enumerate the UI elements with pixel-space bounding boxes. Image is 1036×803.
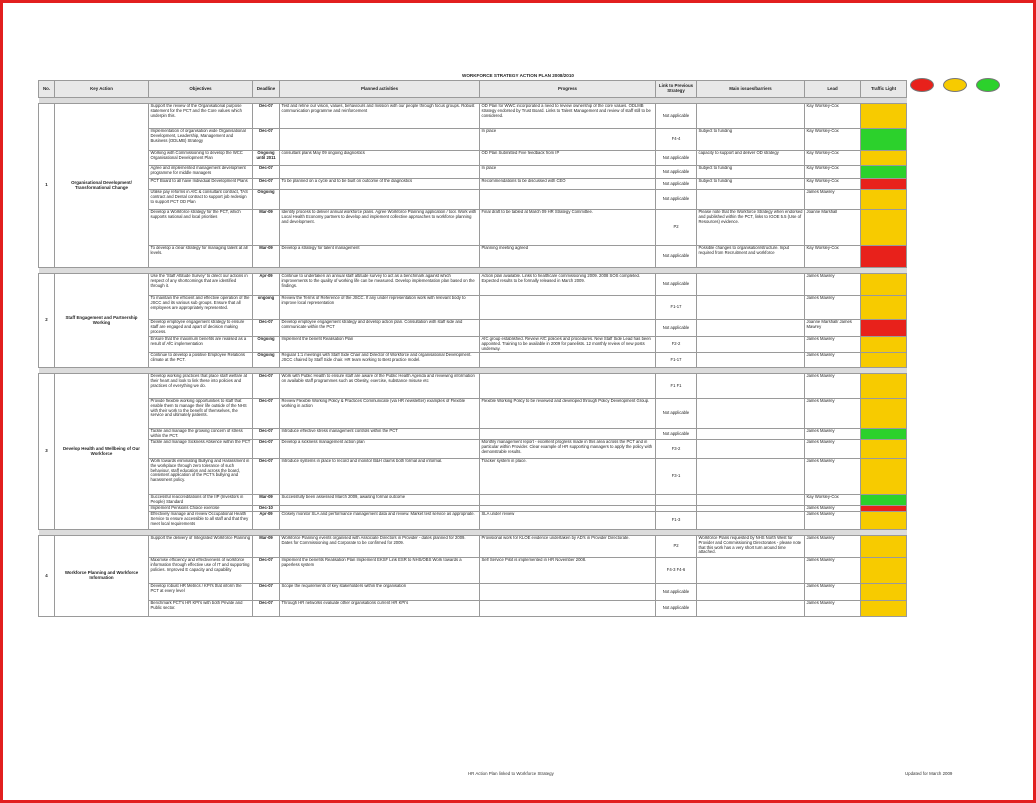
lead-cell: James Mawrey xyxy=(805,601,861,617)
link-strategy-cell: Not applicable xyxy=(656,246,697,268)
link-strategy-cell: Not applicable xyxy=(656,179,697,190)
lead-cell: James Mawrey xyxy=(805,506,861,512)
link-strategy-cell: P2 xyxy=(656,536,697,558)
header-traffic-light: Traffic Light xyxy=(861,81,907,98)
link-strategy-cell: P2 xyxy=(656,210,697,246)
objective-cell: Provide flexible working opportunities to staff that enable them to manage their life outside of the NHS with their work to the benefit of themselves, the service and ultimately patients. xyxy=(149,399,253,429)
table-row xyxy=(39,512,907,530)
issues-cell: Subject to funding xyxy=(697,129,805,151)
table-row xyxy=(39,129,907,151)
traffic-light-cell xyxy=(861,296,907,320)
deadline-cell: Dec-07 xyxy=(253,601,280,617)
progress-cell xyxy=(480,601,656,617)
table-row xyxy=(39,337,907,353)
objective-cell: Benchmark PCT's HR KPI's with both Private and Public sector. xyxy=(149,601,253,617)
planned-activities-cell: Develop a sickness management action plan xyxy=(280,440,480,459)
section-key-action: Staff Engagement and Partnership Working xyxy=(55,274,149,368)
table-row xyxy=(39,104,907,129)
lead-cell: Kay Worsley-Cox xyxy=(805,166,861,179)
lead-cell: James Mawrey xyxy=(805,536,861,558)
deadline-cell: Dec-07 xyxy=(253,440,280,459)
planned-activities-cell: Test and refine our vision, values, behaviours and mission with our people through focus groups. Robust communication programme and reinforcement xyxy=(280,104,480,129)
planned-activities-cell: Review the Terms of Reference of the JSCC. If any under representation work with relevant body to improve local representation xyxy=(280,296,480,320)
objective-cell: Implement Pensions Choice exercise xyxy=(149,506,253,512)
link-strategy-cell: Not applicable xyxy=(656,166,697,179)
link-strategy-cell: Not applicable xyxy=(656,320,697,337)
lead-cell: Kay Worsley-Cox xyxy=(805,151,861,166)
progress-cell: SLA under review xyxy=(480,512,656,530)
header-objectives: Objectives xyxy=(149,81,253,98)
traffic-light-cell xyxy=(861,179,907,190)
issues-cell xyxy=(697,320,805,337)
objective-cell: Support the delivery of Integrated Workforce Planning xyxy=(149,536,253,558)
lead-cell: James Mawrey xyxy=(805,429,861,440)
objective-cell: Support the review of the Organisational purpose statement for the PCT and the Core values which underpin this. xyxy=(149,104,253,129)
traffic-light-cell xyxy=(861,190,907,210)
traffic-light-cell xyxy=(861,374,907,399)
planned-activities-cell: Implement the benefit Realisation Plan xyxy=(280,337,480,353)
header-deadline: Deadline xyxy=(253,81,280,98)
progress-cell: In place xyxy=(480,166,656,179)
table-row xyxy=(39,558,907,584)
planned-activities-cell: Implement the benefits Realisation Plan Implement EKSF Link ESR to NHS/OBS Work towards a paperless system xyxy=(280,558,480,584)
action-plan-table xyxy=(38,80,907,617)
traffic-light-cell xyxy=(861,429,907,440)
progress-cell: Provisional work for KLOE evidence undertaken by AD's in Provider Directorate. xyxy=(480,536,656,558)
header-link: Link to Previous Strategy xyxy=(656,81,697,98)
progress-cell: AfC group established. Review AfC policies and procedures. New Staff Side Lead has been appointed. Training to be available in 2009 for panelists. 12 monthly review of new posts underway. xyxy=(480,337,656,353)
document-title: WORKFORCE STRATEGY ACTION PLAN 2008/2010 xyxy=(462,73,574,78)
progress-cell xyxy=(480,429,656,440)
table-row xyxy=(39,320,907,337)
progress-cell: Final draft to be tabled at March 09 HR Strategy Committee. xyxy=(480,210,656,246)
header-row xyxy=(39,81,907,98)
traffic-light-cell xyxy=(861,246,907,268)
deadline-cell: Mar-09 xyxy=(253,536,280,558)
issues-cell xyxy=(697,353,805,368)
progress-cell xyxy=(480,495,656,506)
deadline-cell: Dec-07 xyxy=(253,584,280,601)
traffic-light-cell xyxy=(861,104,907,129)
planned-activities-cell: Closely monitor SLA and performance management data and review. Market test service as appropriate. xyxy=(280,512,480,530)
objective-cell: Develop robust HR Metrics / KPI's that inform the PCT at every level xyxy=(149,584,253,601)
lead-cell: James Mawrey xyxy=(805,374,861,399)
link-strategy-cell: F4-3 F4-6 xyxy=(656,558,697,584)
lead-cell: James Mawrey xyxy=(805,399,861,429)
link-strategy-cell: Not applicable xyxy=(656,584,697,601)
objective-cell: To maintain the efficient and effective operation of the JSCC and its various sub groups. Ensure that all employees are appropriately represented. xyxy=(149,296,253,320)
lead-cell: Kay Worsley-Cox xyxy=(805,179,861,190)
deadline-cell: Dec-07 xyxy=(253,104,280,129)
deadline-cell: Ongoing xyxy=(253,190,280,210)
traffic-light-cell xyxy=(861,558,907,584)
link-strategy-cell: F3-2 xyxy=(656,440,697,459)
objective-cell: Ensure that the maximum benefits are realised as a result of AfC implementation xyxy=(149,337,253,353)
section-key-action: Develop Health and Wellbeing of Our Workforce xyxy=(55,374,149,530)
objective-cell: Continue to develop a positive Employee Relations climate at the PCT. xyxy=(149,353,253,368)
progress-cell: Monthly management report - excellent progress made in this area across the PCT and in particular within Provider. Clear example of HR supporting managers to apply the policy with demonstrable results. xyxy=(480,440,656,459)
table-row xyxy=(39,429,907,440)
progress-cell: Recommendations to be discussed with CEO xyxy=(480,179,656,190)
progress-cell xyxy=(480,320,656,337)
objective-cell: Tackle and manage Sickness Absence within the PCT xyxy=(149,440,253,459)
objective-cell: Tackle and manage the growing concern of stress within the PCT. xyxy=(149,429,253,440)
table-row xyxy=(39,536,907,558)
table-row xyxy=(39,179,907,190)
traffic-light-cell xyxy=(861,495,907,506)
table-row xyxy=(39,166,907,179)
deadline-cell: Dec-07 xyxy=(253,374,280,399)
objective-cell: Develop employee engagement strategy to ensure staff are engaged and apart of decision making process. xyxy=(149,320,253,337)
issues-cell: Possible changes to organisation/structure. Input required from Recruitment and workforce xyxy=(697,246,805,268)
objective-cell: Develop a Workforce strategy for the PCT, which supports national and local priorities xyxy=(149,210,253,246)
lead-cell: James Mawrey xyxy=(805,440,861,459)
header-key-action: Key Action xyxy=(55,81,149,98)
progress-cell xyxy=(480,353,656,368)
deadline-cell: Dec-07 xyxy=(253,429,280,440)
objective-cell: To develop a clear strategy for managing talent at all levels. xyxy=(149,246,253,268)
deadline-cell: Dec-07 xyxy=(253,166,280,179)
section-number: 2 xyxy=(39,274,55,368)
issues-cell: Subject to funding xyxy=(697,166,805,179)
issues-cell xyxy=(697,495,805,506)
deadline-cell: Mar-09 xyxy=(253,246,280,268)
deadline-cell: Dec-07 xyxy=(253,399,280,429)
objective-cell: Use the 'Staff Attitude Survey' to direct our actions in respect of any shortcomings that are identified through it. xyxy=(149,274,253,296)
traffic-light-cell xyxy=(861,601,907,617)
lead-cell: Kay Worsley-Cox xyxy=(805,246,861,268)
link-strategy-cell: Not applicable xyxy=(656,274,697,296)
progress-cell xyxy=(480,190,656,210)
link-strategy-cell: F4-4 xyxy=(656,129,697,151)
planned-activities-cell: Workforce Planning events organised with Associate Directors in Provider - dates planned for 2009. Dates for Commissioning and Corporate to be confirmed for 2009. xyxy=(280,536,480,558)
issues-cell xyxy=(697,374,805,399)
traffic-light-cell xyxy=(861,584,907,601)
link-strategy-cell: F3-1 xyxy=(656,459,697,495)
header-planned: Planned activities xyxy=(280,81,480,98)
issues-cell xyxy=(697,190,805,210)
traffic-light-cell xyxy=(861,440,907,459)
table-row xyxy=(39,495,907,506)
progress-cell: Tracker system in place. xyxy=(480,459,656,495)
lead-cell: James Mawrey xyxy=(805,459,861,495)
traffic-light-cell xyxy=(861,337,907,353)
deadline-cell: Ongoing xyxy=(253,353,280,368)
planned-activities-cell: Review Flexible Working Policy & Practices Communicate (via HR newsletter) examples of Flexible working in action xyxy=(280,399,480,429)
deadline-cell: Dec-07 xyxy=(253,129,280,151)
table-row xyxy=(39,210,907,246)
objective-cell: Work towards eliminating Bullying and Harassment in the workplace through zero tolerance of such behaviour, staff education and across the board, consistent application of the PCT's bullying and harassment policy. xyxy=(149,459,253,495)
link-strategy-cell xyxy=(656,495,697,506)
planned-activities-cell: Through HR networks evaluate other organisations current HR KPI's xyxy=(280,601,480,617)
issues-cell: Subject to funding xyxy=(697,179,805,190)
deadline-cell: Dec-07 xyxy=(253,179,280,190)
table-row xyxy=(39,601,907,617)
header-progress: Progress xyxy=(480,81,656,98)
section-key-action: Workforce Planning and Workforce Information xyxy=(55,536,149,617)
planned-activities-cell xyxy=(280,166,480,179)
lead-cell: James Mawrey xyxy=(805,190,861,210)
deadline-cell: Mar-09 xyxy=(253,210,280,246)
planned-activities-cell: Identify process to deliver annual workforce plans. Agree Workforce Planning application / tool. Work with Local Health Economy partners to develop and implement collective approaches to workforce planning and development. xyxy=(280,210,480,246)
table-row xyxy=(39,399,907,429)
progress-cell: Planning meeting agreed xyxy=(480,246,656,268)
progress-cell: Flexible Working Policy to be reviewed and developed through Policy Development Group. xyxy=(480,399,656,429)
objective-cell: Effectively manage and review Occupational Health Service to ensure accessible to all staff and that they meet local requirements xyxy=(149,512,253,530)
planned-activities-cell: Successfully been assessed March 2009, awaiting formal outcome xyxy=(280,495,480,506)
planned-activities-cell xyxy=(280,190,480,210)
lead-cell: James Mawrey xyxy=(805,584,861,601)
issues-cell xyxy=(697,440,805,459)
issues-cell xyxy=(697,459,805,495)
progress-cell: Self Service Pilot is implemented in HR November 2008. xyxy=(480,558,656,584)
issues-cell xyxy=(697,512,805,530)
link-strategy-cell: F1 F1 xyxy=(656,374,697,399)
issues-cell xyxy=(697,584,805,601)
issues-cell xyxy=(697,337,805,353)
traffic-light-cell xyxy=(861,166,907,179)
progress-cell: In place xyxy=(480,129,656,151)
planned-activities-cell: consultant plans May 09 ongoing diagnostics xyxy=(280,151,480,166)
footer-right: Updated for March 2009 xyxy=(905,771,953,776)
traffic-light-cell xyxy=(861,129,907,151)
link-strategy-cell: Not applicable xyxy=(656,399,697,429)
issues-cell xyxy=(697,296,805,320)
traffic-light-cell xyxy=(861,320,907,337)
lead-cell: Kay Worsley-Cox xyxy=(805,129,861,151)
objective-cell: Utilise pay reforms in AfC & consultant contract, TAS contract and Dental contract to support job redesign to support PCT OD Plan xyxy=(149,190,253,210)
objective-cell: Agree and implemented management development programme for middle managers xyxy=(149,166,253,179)
footer-center: HR Action Plan linked to Workforce Strategy xyxy=(468,771,554,776)
table-row xyxy=(39,584,907,601)
lead-cell: James Mawrey xyxy=(805,353,861,368)
issues-cell: Please note that the Workforce Strategy when endorsed and published within the PCT, links to IGOE 5.5 (Use of Resources) evidence. xyxy=(697,210,805,246)
deadline-cell: Ongoing until 2011 xyxy=(253,151,280,166)
progress-cell xyxy=(480,296,656,320)
lead-cell: James Mawrey xyxy=(805,296,861,320)
deadline-cell: ongoing xyxy=(253,296,280,320)
objective-cell: Develop working practices that place staff welfare at their heart and look to link these into policies and practices of everything we do. xyxy=(149,374,253,399)
issues-cell xyxy=(697,558,805,584)
deadline-cell: Dec-10 xyxy=(253,506,280,512)
deadline-cell: Apr-09 xyxy=(253,274,280,296)
table-row xyxy=(39,246,907,268)
table-row xyxy=(39,459,907,495)
deadline-cell: Ongoing xyxy=(253,337,280,353)
table-row xyxy=(39,274,907,296)
deadline-cell: Dec-07 xyxy=(253,558,280,584)
table-row xyxy=(39,151,907,166)
header-issues: Main issues/barriers xyxy=(697,81,805,98)
planned-activities-cell: Develop a strategy for talent management xyxy=(280,246,480,268)
planned-activities-cell: Scope the requirements of key stakeholders within the organisation xyxy=(280,584,480,601)
objective-cell: Successful reaccreditations of the IIP (Investors in People) Standard xyxy=(149,495,253,506)
issues-cell xyxy=(697,104,805,129)
planned-activities-cell: To be planned on a cycle and to be built on outcome of the diagnostics xyxy=(280,179,480,190)
progress-cell: OD Plan for WWC incorporated a need to review ownership of the core values. ODLMB strategy endorsed by Trust Board. Links to Talent Management and review of staff still to be considered. xyxy=(480,104,656,129)
document-sheet xyxy=(38,72,998,617)
issues-cell xyxy=(697,601,805,617)
objective-cell: Working with Commissioning to develop the WCC Organisational Development Plan xyxy=(149,151,253,166)
lead-cell: James Mawrey xyxy=(805,512,861,530)
lead-cell: James Mawrey xyxy=(805,337,861,353)
planned-activities-cell: Continue to undertaken an annual staff attitude survey to act as a benchmark against which improvements to the quality of working life can be measured. Develop implementation plan based on the findings. xyxy=(280,274,480,296)
progress-cell: Action plan available. Links to healthcare commissioning 2009. 2008 SOS completed. Expected results to be formally released in March 2009. xyxy=(480,274,656,296)
objective-cell: Maximise efficiency and effectiveness of workforce information through effective use of IT and supporting policies. Improved E capacity and capability xyxy=(149,558,253,584)
traffic-light-cell xyxy=(861,459,907,495)
table-row xyxy=(39,296,907,320)
link-strategy-cell: F1-17 xyxy=(656,296,697,320)
traffic-light-cell xyxy=(861,151,907,166)
lead-cell: Joanne Marshall xyxy=(805,210,861,246)
progress-cell xyxy=(480,584,656,601)
planned-activities-cell: Regular 1:1 meetings with Staff Side Chair and Director of Workforce and organisational Development. JSCC chaired by Staff Side chair. HR team working to Best practice model. xyxy=(280,353,480,368)
lead-cell: James Mawrey xyxy=(805,274,861,296)
header-lead: Lead xyxy=(805,81,861,98)
link-strategy-cell: F1-17 xyxy=(656,353,697,368)
objective-cell: PCT Board to all have Individual Development Plans xyxy=(149,179,253,190)
objective-cell: Implementation of organisation wide Organisational Development, Leadership, Management and Business (ODLMB) Strategy xyxy=(149,129,253,151)
planned-activities-cell xyxy=(280,129,480,151)
planned-activities-cell: Work with Public Health to ensure staff are aware of the Public Health Agenda and reviewing information on available staff programmes such as Obesity, exercise, substance misuse etc xyxy=(280,374,480,399)
traffic-light-cell xyxy=(861,512,907,530)
table-row xyxy=(39,374,907,399)
deadline-cell: Mar-09 xyxy=(253,495,280,506)
link-strategy-cell: F2-2 xyxy=(656,337,697,353)
table-row xyxy=(39,190,907,210)
lead-cell: Kay Worsley-Cox xyxy=(805,104,861,129)
issues-cell xyxy=(697,429,805,440)
planned-activities-cell: Introduce effective stress management controls within the PCT xyxy=(280,429,480,440)
section-number: 3 xyxy=(39,374,55,530)
planned-activities-cell: Develop employee engagement strategy and develop action plan. Consultation with staff side and communicate within the PCT xyxy=(280,320,480,337)
issues-cell: Workforce Plans requested by NHS North West for Provider and Commissioning Directorates - please note that this work has a very short turn around time attached. xyxy=(697,536,805,558)
issues-cell xyxy=(697,274,805,296)
issues-cell xyxy=(697,399,805,429)
link-strategy-cell: F1-3 xyxy=(656,512,697,530)
section-number: 1 xyxy=(39,104,55,268)
traffic-light-cell xyxy=(861,399,907,429)
traffic-light-cell xyxy=(861,210,907,246)
lead-cell: Kay Worsley-Cox xyxy=(805,495,861,506)
lead-cell: James Mawrey xyxy=(805,558,861,584)
lead-cell: Joanne Marshall/ James Mawrey xyxy=(805,320,861,337)
link-strategy-cell: Not applicable xyxy=(656,104,697,129)
header-no: No. xyxy=(39,81,55,98)
deadline-cell: Dec-07 xyxy=(253,459,280,495)
table-row xyxy=(39,353,907,368)
planned-activities-cell: Introduce systems in place to record and monitor B&H claims both formal and informal. xyxy=(280,459,480,495)
link-strategy-cell: Not applicable xyxy=(656,151,697,166)
traffic-light-cell xyxy=(861,536,907,558)
link-strategy-cell: Not applicable xyxy=(656,601,697,617)
issues-cell: capacity to support and deliver OD strategy xyxy=(697,151,805,166)
link-strategy-cell: Not applicable xyxy=(656,429,697,440)
deadline-cell: Apr-09 xyxy=(253,512,280,530)
table-row xyxy=(39,440,907,459)
progress-cell: OD Plan Submitted Five feedback from IP xyxy=(480,151,656,166)
progress-cell xyxy=(480,374,656,399)
traffic-light-cell xyxy=(861,353,907,368)
section-number: 4 xyxy=(39,536,55,617)
link-strategy-cell: Not applicable xyxy=(656,190,697,210)
traffic-light-cell xyxy=(861,274,907,296)
deadline-cell: Dec-07 xyxy=(253,320,280,337)
section-key-action: Organisational Development/ Transformational Change xyxy=(55,104,149,268)
